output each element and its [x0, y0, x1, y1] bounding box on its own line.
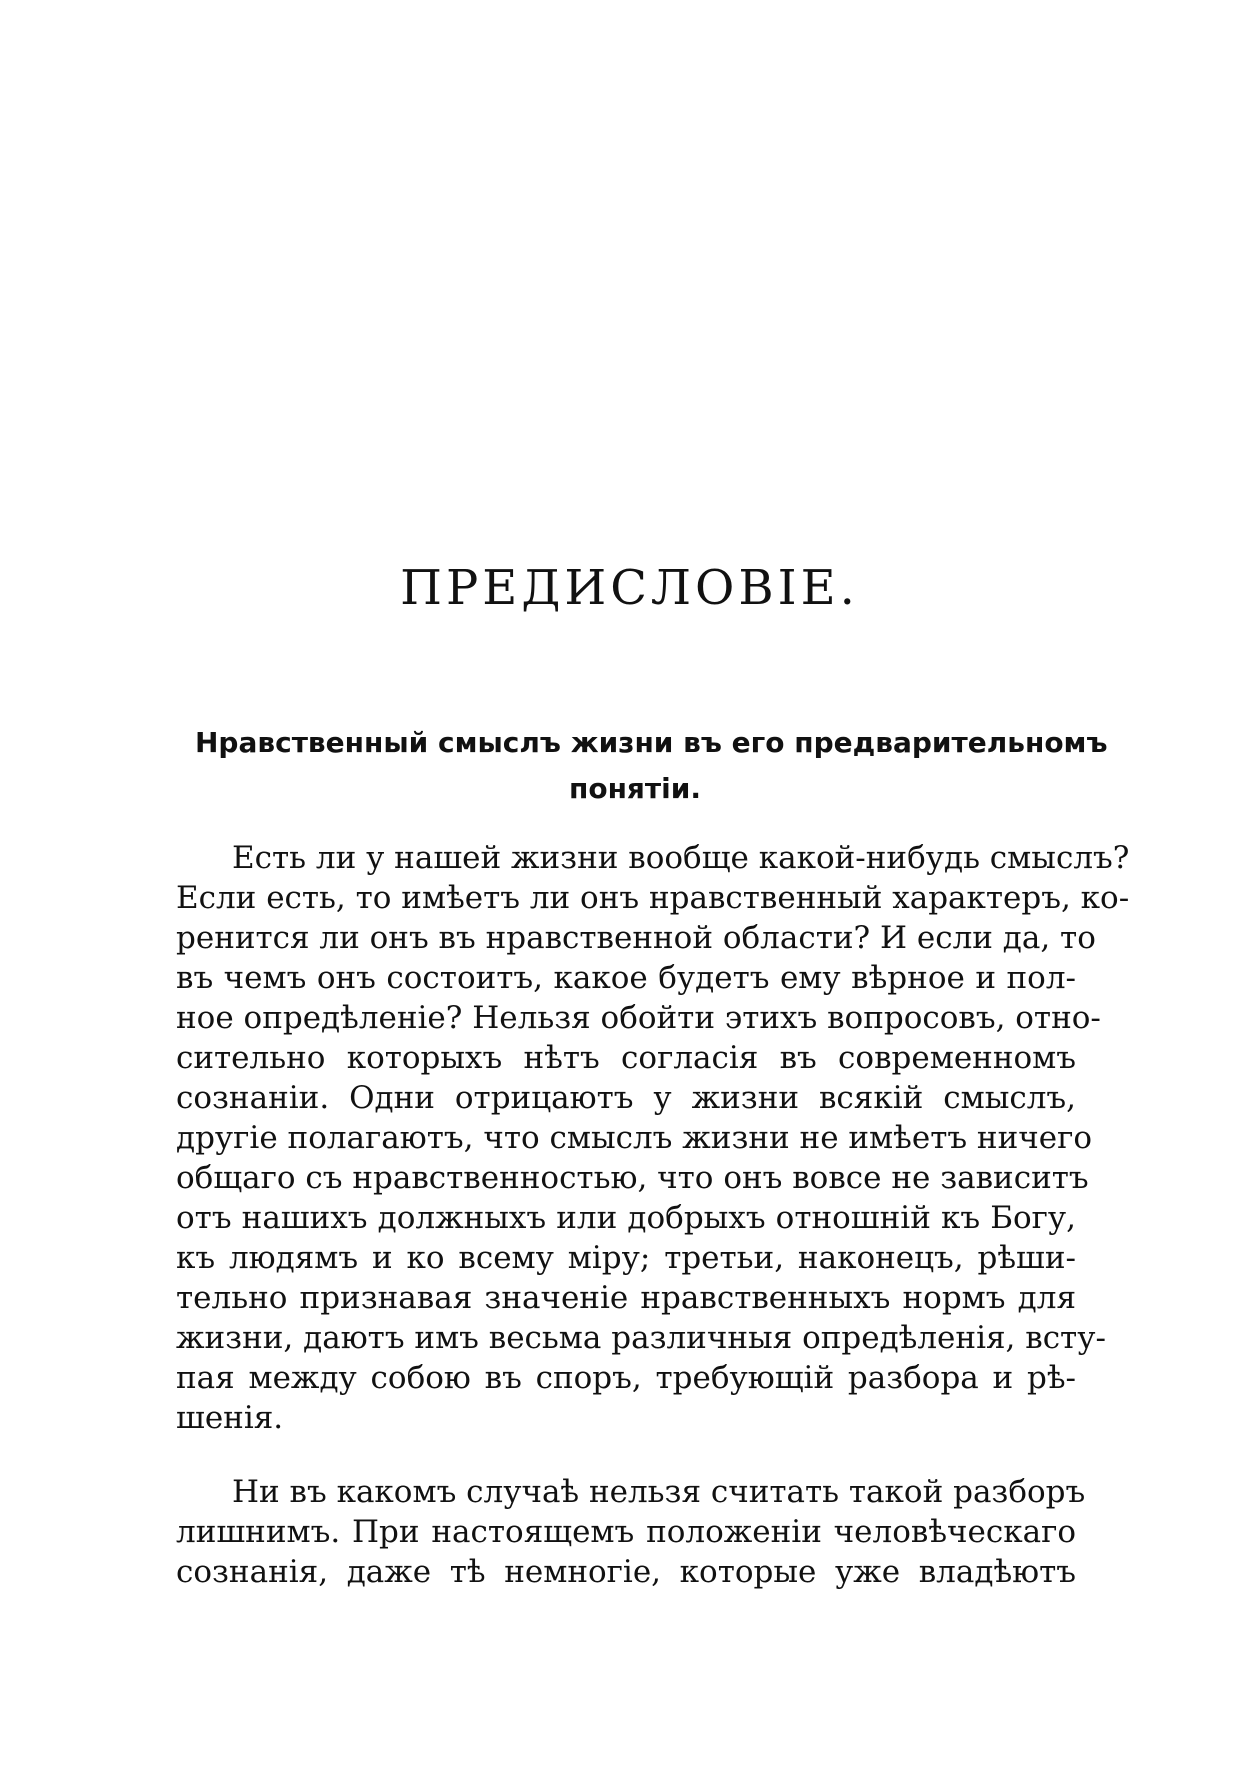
subtitle-line: понятіи.	[569, 772, 701, 805]
paragraph-line: общаго съ нравственностью, что онъ вовсе не зависитъ	[176, 1160, 1089, 1196]
paragraph-line: тельно признавая значеніе нравственныхъ нормъ для	[176, 1280, 1076, 1316]
paragraph-line: Есть ли у нашей жизни вообще какой-нибудь смыслъ?	[232, 840, 1130, 876]
paragraph-line: жизни, даютъ имъ весьма различныя опредѣленія, всту-	[176, 1320, 1106, 1356]
paragraph-line: пая между собою въ споръ, требующій разбора и рѣ-	[176, 1360, 1076, 1396]
chapter-title: ПРЕДИСЛОВІЕ.	[400, 560, 859, 616]
section-subtitle	[195, 720, 1108, 812]
paragraph-line: сительно которыхъ нѣтъ согласія въ современномъ	[176, 1040, 1076, 1076]
paragraph-line: въ чемъ онъ состоитъ, какое будетъ ему вѣрное и пол-	[176, 960, 1076, 996]
paragraph-line: сознаніи. Одни отрицаютъ у жизни всякій смыслъ,	[176, 1080, 1076, 1116]
paragraph-line: Если есть, то имѣетъ ли онъ нравственный характеръ, ко-	[176, 880, 1130, 916]
paragraph-line: ное опредѣленіе? Нельзя обойти этихъ вопросовъ, отно-	[176, 1000, 1101, 1036]
paragraph-2	[176, 1472, 1086, 1592]
paragraph-1	[176, 838, 1130, 1438]
paragraph-line: шенія.	[176, 1400, 284, 1436]
paragraph-line: лишнимъ. При настоящемъ положеніи человѣческаго	[176, 1514, 1076, 1550]
paragraph-line: сознанія, даже тѣ немногіе, которые уже владѣютъ	[176, 1554, 1076, 1590]
paragraph-line: отъ нашихъ должныхъ или добрыхъ отношній къ Богу,	[176, 1200, 1076, 1236]
paragraph-line: къ людямъ и ко всему міру; третьи, наконецъ, рѣши-	[176, 1240, 1076, 1276]
paragraph-line: ренится ли онъ въ нравственной области? И если да, то	[176, 920, 1096, 956]
paragraph-line: Ни въ какомъ случаѣ нельзя считать такой разборъ	[232, 1474, 1086, 1510]
paragraph-line: другіе полагаютъ, что смыслъ жизни не имѣетъ ничего	[176, 1120, 1092, 1156]
subtitle-line: Нравственный смыслъ жизни въ его предварительномъ	[195, 726, 1108, 759]
